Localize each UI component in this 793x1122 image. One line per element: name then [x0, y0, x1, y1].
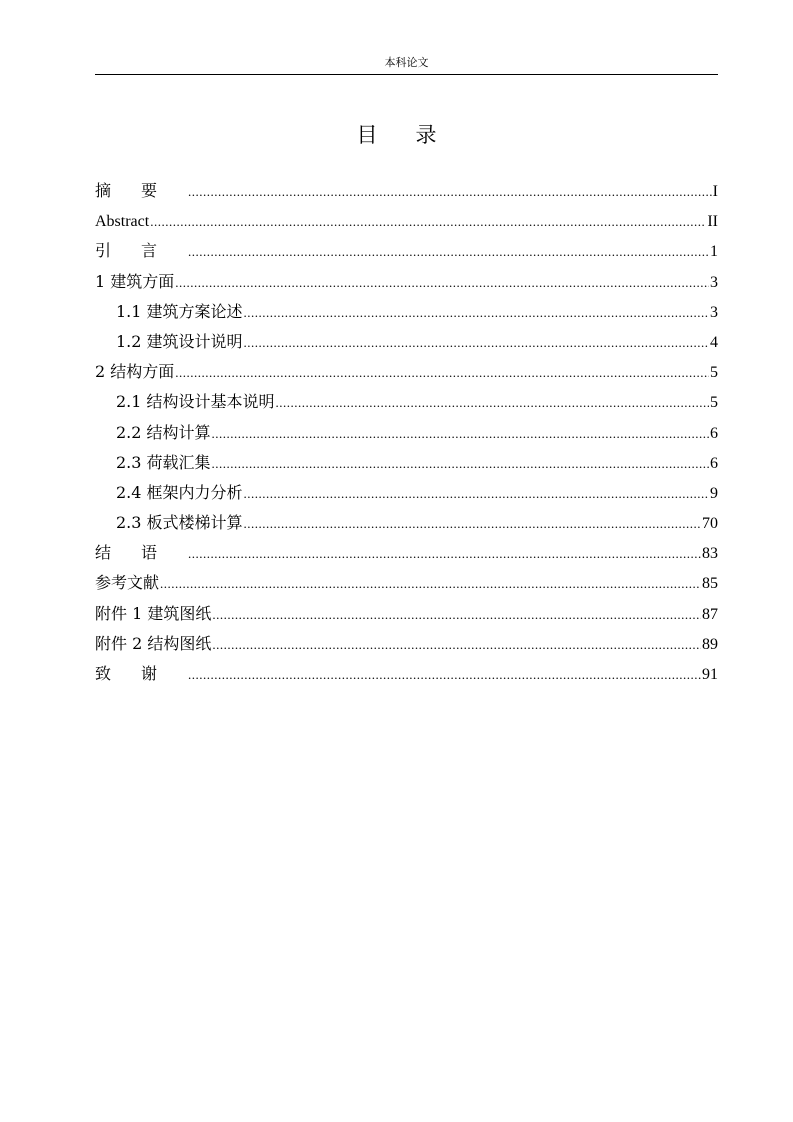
toc-entry-label: 1 建筑方面 — [95, 271, 175, 291]
toc-entry-section-2-3[interactable] — [95, 448, 718, 478]
toc-page-number: 87 — [702, 605, 718, 623]
toc-entry-acknowledgements[interactable] — [95, 659, 718, 689]
toc-entry-section-2-4[interactable] — [95, 478, 718, 508]
toc-page-number: 3 — [710, 303, 718, 321]
toc-page-number: 89 — [702, 635, 718, 653]
toc-entry-appendix-2[interactable] — [95, 629, 718, 659]
toc-entry-label: Abstract — [95, 213, 150, 231]
toc-entry-abstract-en[interactable] — [95, 206, 718, 236]
page-title: 目录 — [356, 123, 475, 147]
toc-dot-leader — [150, 207, 706, 237]
toc-page-number: I — [712, 183, 718, 200]
toc-page-number: 3 — [710, 273, 718, 291]
running-header — [95, 56, 718, 75]
toc-dot-leader — [212, 449, 709, 479]
toc-entry-section-1-1[interactable] — [95, 297, 718, 327]
toc-dot-leader — [160, 569, 701, 599]
toc-entry-label: 2.1 结构设计基本说明 — [116, 392, 275, 412]
toc-entry-label: 摘要 — [95, 181, 188, 200]
toc-page-number: 83 — [702, 545, 718, 563]
toc-dot-leader — [244, 298, 709, 328]
toc-page-number: 9 — [710, 484, 718, 502]
toc-page-number: 5 — [710, 394, 718, 412]
toc-entry-section-2-1[interactable] — [95, 387, 718, 417]
toc-page-number: 5 — [710, 364, 718, 382]
toc-dot-leader — [212, 419, 709, 449]
toc-entry-label: 附件 2 结构图纸 — [95, 633, 212, 653]
toc-page-number: II — [707, 213, 718, 231]
toc-page-number: 6 — [710, 424, 718, 442]
toc-page-number: 1 — [710, 243, 718, 261]
toc-entry-label: 2 结构方面 — [95, 362, 175, 382]
toc-entry-section-2-2[interactable] — [95, 418, 718, 448]
toc-entry-introduction[interactable] — [95, 236, 718, 266]
toc-entry-references[interactable] — [95, 568, 718, 598]
toc-dot-leader — [175, 268, 709, 298]
table-of-contents — [95, 176, 718, 689]
toc-entry-label: 1.1 建筑方案论述 — [116, 301, 243, 321]
toc-entry-section-1-2[interactable] — [95, 327, 718, 357]
toc-page-number: 85 — [702, 575, 718, 593]
toc-entry-label: 参考文献 — [95, 573, 160, 593]
toc-dot-leader — [244, 479, 709, 509]
toc-entry-section-2-3-stairs[interactable] — [95, 508, 718, 538]
toc-entry-abstract-cn[interactable] — [95, 176, 718, 206]
toc-entry-label: 2.4 框架内力分析 — [116, 482, 243, 502]
toc-entry-label: 2.3 荷载汇集 — [116, 452, 211, 472]
toc-dot-leader — [212, 630, 701, 660]
running-header-title: 本科论文 — [384, 56, 429, 69]
toc-dot-leader — [276, 388, 709, 418]
toc-dot-leader — [212, 600, 701, 630]
toc-page-number: 70 — [702, 515, 718, 533]
toc-entry-label: 引言 — [95, 241, 188, 261]
toc-dot-leader — [244, 509, 701, 539]
toc-dot-leader — [188, 177, 712, 207]
toc-page-number: 4 — [710, 333, 718, 351]
toc-dot-leader — [175, 358, 709, 388]
toc-entry-label: 结语 — [95, 543, 188, 563]
toc-dot-leader — [244, 328, 709, 358]
toc-dot-leader — [188, 539, 701, 569]
toc-entry-label: 致谢 — [95, 664, 188, 683]
toc-entry-label: 附件 1 建筑图纸 — [95, 603, 212, 623]
toc-entry-chapter-1[interactable] — [95, 267, 718, 297]
toc-entry-chapter-2[interactable] — [95, 357, 718, 387]
toc-entry-label: 1.2 建筑设计说明 — [116, 331, 243, 351]
toc-dot-leader — [188, 660, 701, 690]
toc-page-number: 6 — [710, 454, 718, 472]
toc-entry-conclusion[interactable] — [95, 538, 718, 568]
toc-entry-label: 2.3 板式楼梯计算 — [116, 513, 243, 533]
toc-dot-leader — [188, 237, 709, 267]
toc-page-number: 91 — [702, 666, 718, 683]
toc-entry-label: 2.2 结构计算 — [116, 422, 211, 442]
toc-entry-appendix-1[interactable] — [95, 599, 718, 629]
